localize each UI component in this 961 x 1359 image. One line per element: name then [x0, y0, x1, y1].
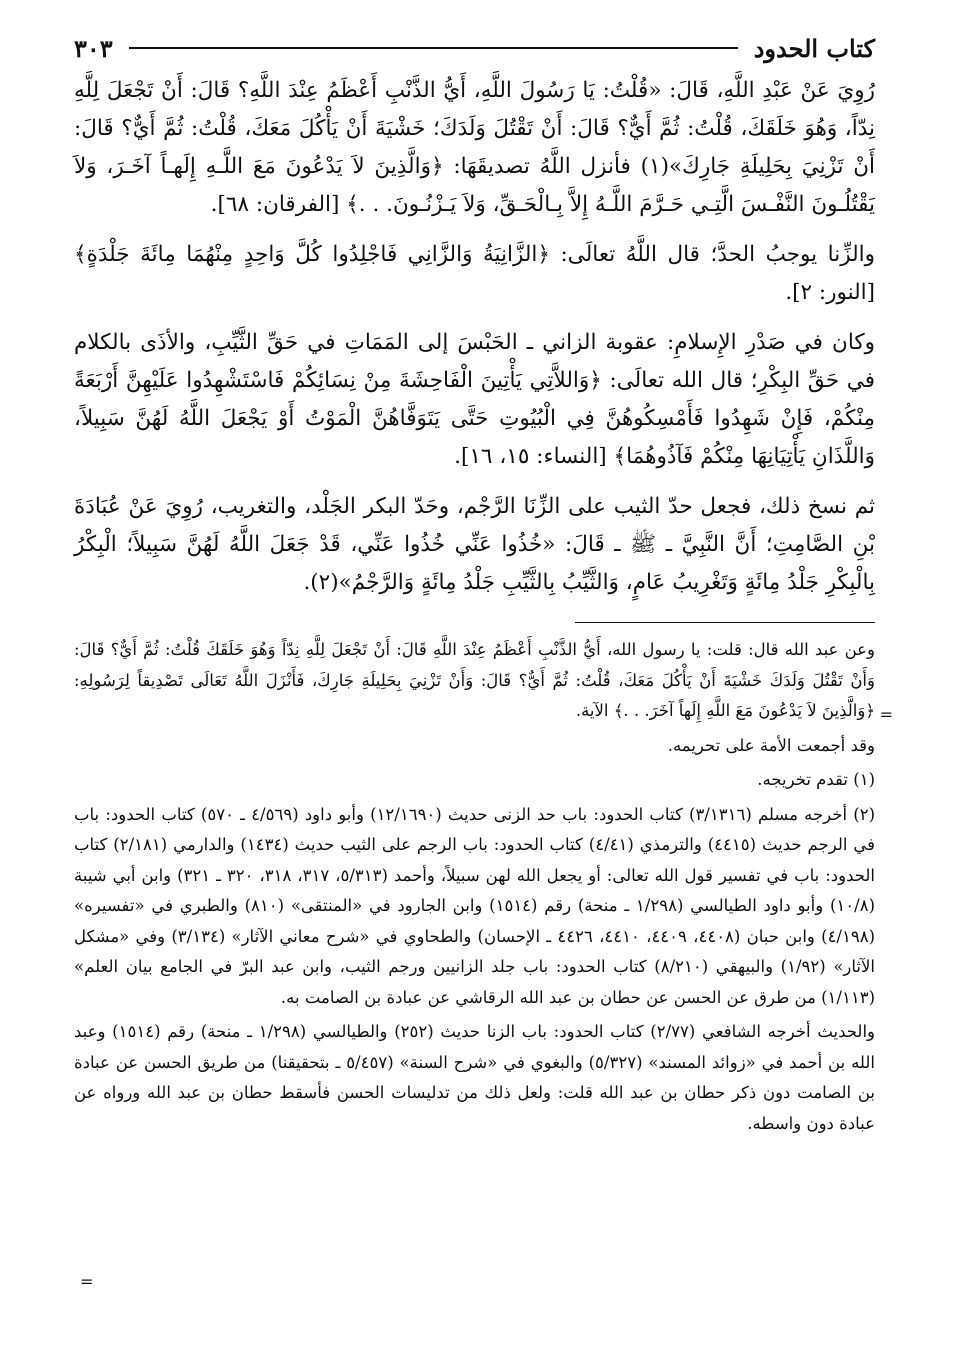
page-number: ٣٠٣ — [74, 33, 113, 63]
footnote-continued-b: وقد أجمعت الأمة على تحريمه. — [667, 735, 875, 755]
continuation-marker-top: = — [879, 705, 893, 724]
footnote-separator — [575, 622, 875, 623]
footnote-1: (١) تقدم تخريجه. — [757, 770, 875, 789]
paragraph-early-islam: وكان في صَدْرِ الإِسلامِ: عقوبة الزاني ـ الحَبْسَ إلى المَمَاتِ في حَقِّ الثَّيِّبِ، والأذَى بالكلام في حَقِّ البِكْرِ؛ قال الله تعالَى: ﴿وَاللاَّتِي يَأْتِينَ الْفَاحِشَةَ مِنْ نِسَائِكُمْ فَاسْتَشْهِدُوا عَلَيْهِنَّ أَرْبَعَةً مِنْكُمْ، فَإِنْ شَهِدُوا فَأَمْسِكُوهُنَّ فِي الْبُيُوتِ حَتَّى يَتَوَفَّاهُنَّ الْمَوْتُ أَوْ يَجْعَلَ اللَّهُ لَهُنَّ سَبِيلاً، وَاللَّذَانِ يَأْتِيَانِهَا مِنْكُمْ فَآذُوهُمَا﴾ [النساء: ١٥، ١٦]. — [74, 330, 875, 469]
main-text — [74, 72, 875, 602]
running-header — [74, 28, 875, 68]
footnote-2-continued: والحديث أخرجه الشافعي (٢/٧٧) كتاب الحدود: باب الزنا حديث (٢٥٢) والطيالسي (١/٢٩٨ ـ منحة) رقم (١٥١٤) وعبد الله بن أحمد في «زوائد المسند» (٥/٣٢٧) والبغوي في «شرح السنة» (٥/٤٥٧ ـ بتحقيقنا) من طريق الحسن عن عبادة بن الصامت دون ذكر حطان بن عبد الله قلت: ولعل ذلك من تدليسات الحسن فأسقط حطان بن عبد الله ورواه عن عبادة دون واسطه. — [74, 1022, 876, 1133]
chapter-title: كتاب الحدود — [753, 33, 875, 63]
footnote-continued-a: وعن عبد الله قال: قلت: يا رسول الله، أَيُّ الذَّنْبِ أَعْظَمُ عِنْدَ اللَّهِ قَالَ: أَنْ تَجْعَلَ لِلَّهِ نِدّاً وَهُوَ خَلَقَكَ قُلْتُ: ثُمَّ أَيٌّ؟ قَالَ: وَأَنْ تَقْتُلَ وَلَدَكَ خَشْيَةَ أَنْ يَأْكُلَ مَعَكَ، قُلْتُ: ثُمَّ أَيٌّ؟ قَالَ: وَأَنْ تَزْنِيَ بِحَلِيلَةِ جَارِكَ، فَأَنْزَلَ اللَّهُ تَعَالَى تَصْدِيقاً لِرَسُولِهِ: ﴿وَالَّذِينَ لاَ يَدْعُونَ مَعَ اللَّهِ إِلَهاً آخَرَ. . .﴾ الآية. — [74, 640, 875, 720]
header-rule — [129, 47, 738, 49]
footnote-2: (٢) أخرجه مسلم (٣/١٣١٦) كتاب الحدود: باب حد الزنى حديث (١٢/١٦٩٠) وأبو داود (٤/٥٦٩ ـ ٥٧٠) كتاب الحدود: باب في الرجم حديث (٤٤١٥) والترمذي (٤/٤١) كتاب الحدود: باب الرجم على الثيب حديث (١٤٣٤) والدارمي (٢/١٨١) كتاب الحدود: باب في تفسير قول الله تعالى: أو يجعل الله لهن سبيلاً، وأحمد (٥/٣١٣، ٣١٧، ٣١٨، ٣٢٠ ـ ٣٢١) وابن أبي شيبة (١٠/٨) وأبو داود الطيالسي (١/٢٩٨ ـ منحة) رقم (١٥١٤) وابن الجارود في «المنتقى» (٨١٠) والطبري في «تفسيره» (٤/١٩٨) وابن حبان (٤٤٠٨، ٤٤٠٩، ٤٤١٠، ٤٤٢٦ ـ الإحسان) والطحاوي في «شرح معاني الآثار» (٣/١٣٤) وفي «مشكل الآثار» (١/٩٢) والبيهقي (٨/٢١٠) كتاب الحدود: باب جلد الزانيين ورجم الثيب، وابن عبد البرّ في الجامع بيان العلم» (١/١١٣) من طرق عن الحسن عن حطان بن عبد الله الرقاشي عن عبادة بن الصامت به. — [74, 804, 876, 1007]
paragraph-zina-hadd: والزِّنا يوجبُ الحدَّ؛ قال اللَّهُ تعالَى: ﴿الزَّانِيَةُ وَالزَّانِي فَاجْلِدُوا كُلَّ وَاحِدٍ مِنْهُمَا مِائَةَ جَلْدَةٍ﴾ [النور: ٢]. — [74, 242, 875, 305]
footnotes — [74, 635, 875, 1139]
paragraph-hadith-abdullah: رُوِيَ عَنْ عَبْدِ اللَّهِ، قَالَ: «قُلْتُ: يَا رَسُولَ اللَّهِ، أَيُّ الذَّنْبِ أَعْظَمُ عِنْدَ اللَّهِ؟ قَالَ: أَنْ تَجْعَلَ لِلَّهِ نِدّاً، وَهُوَ خَلَقَكَ، قُلْتُ: ثُمَّ أَيٌّ؟ قَالَ: أَنْ تَقْتُلَ وَلَدَكَ؛ خَشْيَةَ أَنْ يَأْكُلَ مَعَكَ، قُلْتُ: ثُمَّ أَيٌّ؟ قَالَ: أَنْ تَزْنِيَ بِحَلِيلَةِ جَارِكَ»(١) فأنزل اللَّهُ تصديقَهَا: ﴿وَالَّذِينَ لاَ يَدْعُونَ مَعَ اللَّـهِ إِلَهـاً آخَـرَ، وَلاَ يَقْتُلُـونَ النَّفْـسَ الَّتِـي حَـرَّمَ اللَّـهُ إِلاَّ بِـالْحَـقِّ، وَلاَ يَـزْنُـونَ. . .﴾ [الفرقان: ٦٨]. — [74, 78, 876, 217]
continuation-marker-bottom: = — [80, 1272, 94, 1291]
paragraph-abrogation: ثم نسخ ذلك، فجعل حدّ الثيب على الزِّنَا الرَّجْم، وحَدّ البكر الجَلْد، والتغريب، رُوِيَ عَنْ عُبَادَةَ بْنِ الصَّامِتِ؛ أَنَّ النَّبِيَّ ـ ﷺ ـ قَالَ: «خُذُوا عَنِّي خُذُوا عَنِّي، قَدْ جَعَلَ اللَّهُ لَهُنَّ سَبِيلاً؛ الْبِكْرُ بِالْبِكْرِ جَلْدُ مِائَةٍ وَتَغْرِيبُ عَامٍ، وَالثَّيِّبُ بِالثَّيِّبِ جَلْدُ مِائَةٍ وَالرَّجْمُ»(٢). — [74, 494, 875, 595]
